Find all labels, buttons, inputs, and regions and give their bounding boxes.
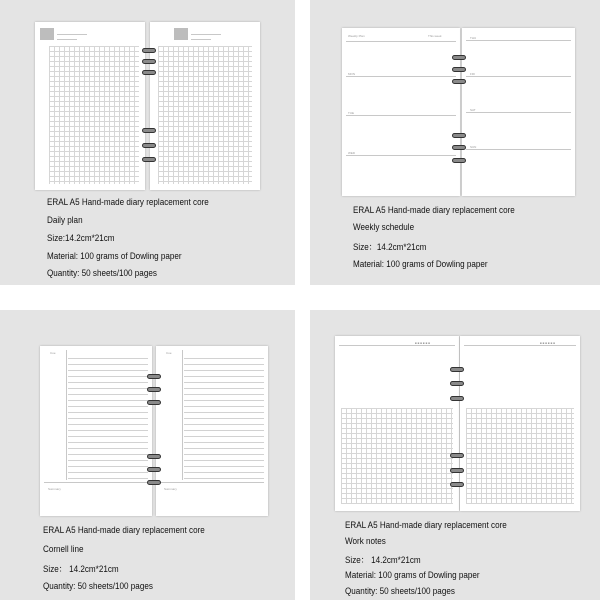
summary-label: Summary — [164, 487, 177, 491]
caption-material: Material: 100 grams of Dowling paper — [345, 570, 480, 580]
binder-ring — [450, 468, 464, 473]
caption-type: Weekly schedule — [353, 222, 415, 232]
caption-material: Material: 100 grams of Dowling paper — [353, 259, 488, 269]
summary-label: Summary — [48, 487, 61, 491]
binder-ring — [142, 48, 156, 53]
photo-box — [40, 28, 54, 40]
binder-ring — [452, 67, 466, 72]
product-panel-work-notes — [310, 310, 600, 600]
day-label: FRI — [470, 72, 475, 76]
day-label: SUN — [470, 145, 477, 149]
planner-week: This week — [428, 34, 442, 38]
caption-type: Cornell line — [43, 544, 84, 554]
caption-title: ERAL A5 Hand-made diary replacement core — [345, 520, 507, 530]
notebook-left-page — [40, 346, 152, 516]
notebook-right-page — [462, 28, 575, 196]
ruled-lines — [68, 358, 148, 480]
day-label: WED — [348, 151, 355, 155]
notebook-left-page — [35, 22, 145, 190]
product-panel-daily-plan — [0, 0, 295, 285]
notebook-left-page — [342, 28, 460, 196]
binder-ring — [450, 381, 464, 386]
binder-ring — [147, 374, 161, 379]
day-label: THU — [470, 36, 477, 40]
caption-material: Material: 100 grams of Dowling paper — [47, 251, 182, 261]
binder-ring — [452, 158, 466, 163]
cue-label: Cue — [50, 351, 56, 355]
day-label: TUE — [348, 111, 354, 115]
caption-size: Size:14.2cm*21cm — [47, 233, 115, 243]
caption-type: Daily plan — [47, 215, 83, 225]
time-grid — [49, 46, 139, 184]
binder-ring — [147, 467, 161, 472]
binder-ring — [450, 482, 464, 487]
cue-label: Cue — [166, 351, 172, 355]
notebook-right-page — [150, 22, 260, 190]
binder-ring — [452, 145, 466, 150]
caption-title: ERAL A5 Hand-made diary replacement core — [43, 525, 205, 535]
binder-ring — [147, 480, 161, 485]
binder-ring — [452, 79, 466, 84]
caption-quantity: Quantity: 50 sheets/100 pages — [47, 268, 157, 278]
time-grid — [158, 46, 252, 184]
binder-ring — [147, 454, 161, 459]
caption-quantity: Quantity: 50 sheets/100 pages — [43, 581, 153, 591]
caption-type: Work notes — [345, 536, 386, 546]
note-grid — [466, 408, 574, 504]
caption-title: ERAL A5 Hand-made diary replacement core — [47, 197, 209, 207]
binder-ring — [452, 55, 466, 60]
caption-size: Size：14.2cm*21cm — [353, 242, 427, 252]
header-marks: ■ ■ ■ ■ ■ ■ — [415, 341, 431, 345]
caption-quantity: Quantity: 50 sheets/100 pages — [345, 586, 455, 596]
header-marks: ■ ■ ■ ■ ■ ■ — [540, 341, 556, 345]
binder-ring — [450, 453, 464, 458]
notebook-left-page — [335, 336, 459, 511]
binder-ring — [147, 387, 161, 392]
product-panel-weekly-schedule — [310, 0, 600, 285]
notebook-right-page — [460, 336, 580, 511]
binder-ring — [450, 396, 464, 401]
binder-ring — [147, 400, 161, 405]
photo-box — [174, 28, 188, 40]
notebook-right-page — [156, 346, 268, 516]
caption-title: ERAL A5 Hand-made diary replacement core — [353, 205, 515, 215]
note-grid — [341, 408, 453, 504]
caption-size: Size： 14.2cm*21cm — [43, 564, 119, 574]
caption-size: Size： 14.2cm*21cm — [345, 555, 421, 565]
binder-ring — [142, 143, 156, 148]
planner-title: Weekly Plan — [348, 34, 365, 38]
product-panel-cornell-line — [0, 310, 295, 600]
binder-ring — [142, 157, 156, 162]
binder-ring — [142, 70, 156, 75]
ruled-lines — [184, 358, 264, 480]
binder-ring — [452, 133, 466, 138]
day-label: SAT — [470, 108, 476, 112]
binder-ring — [450, 367, 464, 372]
day-label: MON — [348, 72, 355, 76]
binder-ring — [142, 59, 156, 64]
binder-ring — [142, 128, 156, 133]
